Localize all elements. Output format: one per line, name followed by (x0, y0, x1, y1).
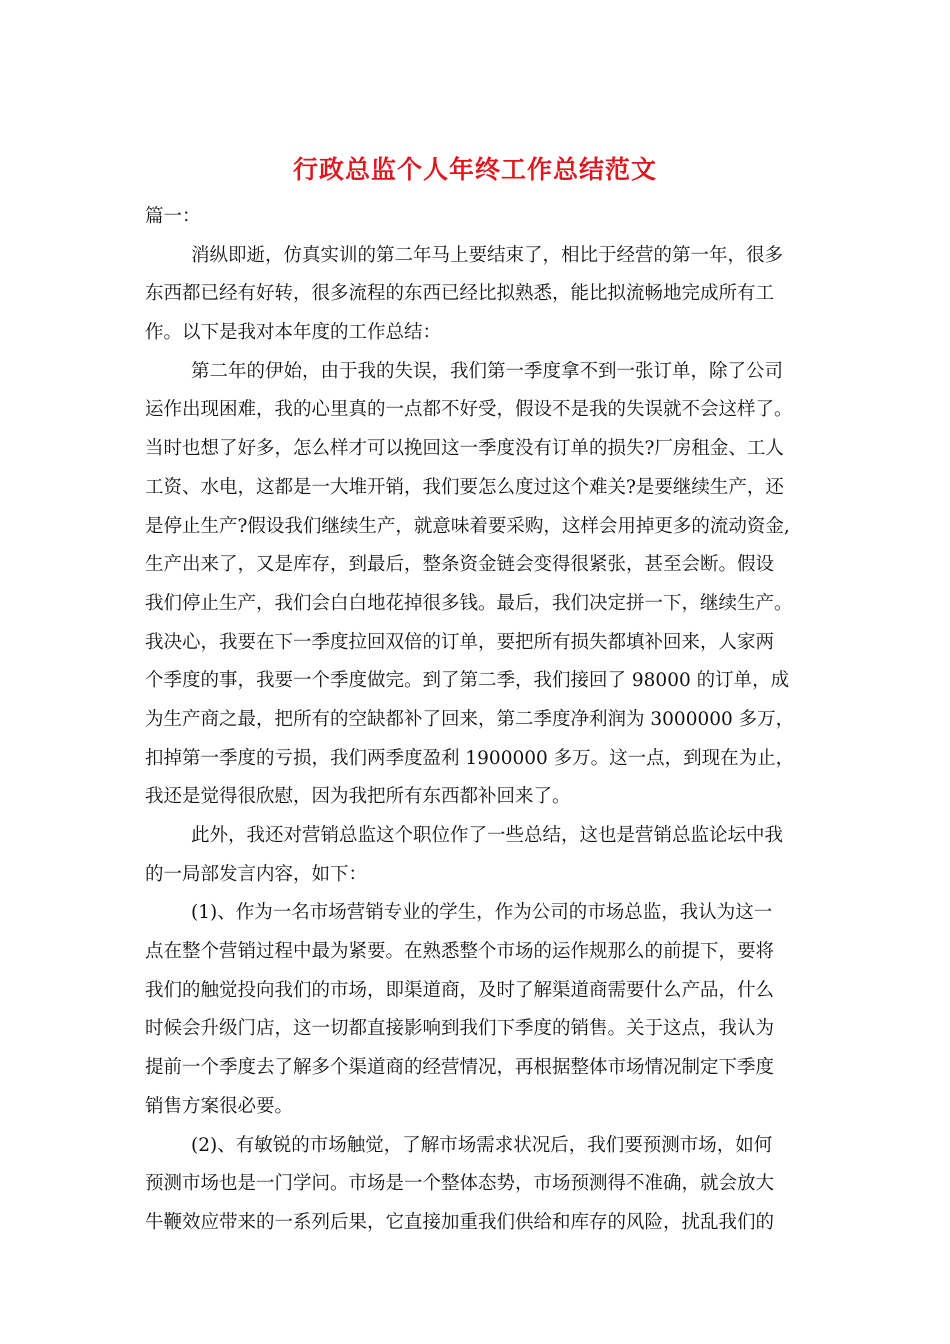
paragraph-line: 我决心，我要在下一季度拉回双倍的订单，要把所有损失都填补回来，人家两 (145, 631, 775, 653)
section-label: 篇一： (145, 206, 201, 227)
paragraph-line: 点在整个营销过程中最为紧要。在熟悉整个市场的运作规那么的前提下，要将 (145, 941, 775, 963)
paragraph-line: 个季度的事，我要一个季度做完。到了第二季，我们接回了 98000 的订单，成 (145, 670, 790, 692)
paragraph-line: 提前一个季度去了解多个渠道商的经营情况，再根据整体市场情况制定下季度 (145, 1057, 775, 1079)
document-body (145, 198, 820, 1243)
paragraph-line: 第二年的伊始，由于我的失误，我们第一季度拿不到一张订单，除了公司 (191, 360, 784, 382)
paragraph-line: 销售方案很必要。 (145, 1095, 294, 1117)
paragraph-line: 工资、水电，这都是一大堆开销，我们要怎么度过这个难关?是要继续生产，还 (145, 476, 784, 498)
paragraph-line: 东西都已经有好转，很多流程的东西已经比拟熟悉，能比拟流畅地完成所有工 (145, 283, 775, 305)
paragraph-line: 作。以下是我对本年度的工作总结： (145, 322, 442, 344)
paragraph-line: 运作出现困难，我的心里真的一点都不好受，假设不是我的失误就不会这样了。 (145, 399, 793, 421)
paragraph-line: 为生产商之最，把所有的空缺都补了回来，第二季度净利润为 3000000 多万， (145, 708, 795, 730)
paragraph-line: 牛鞭效应带来的一系列后果，它直接加重我们供给和库存的风险，扰乱我们的 (145, 1211, 775, 1233)
paragraph-line: 的一局部发言内容，如下： (145, 863, 368, 885)
paragraph-line: 时候会升级门店，这一切都直接影响到我们下季度的销售。关于这点，我认为 (145, 1018, 775, 1040)
paragraph-line: 当时也想了好多，怎么样才可以挽回这一季度没有订单的损失?厂房租金、工人 (145, 438, 784, 460)
paragraph-line: 消纵即逝，仿真实训的第二年马上要结束了，相比于经营的第一年，很多 (191, 244, 784, 266)
paragraph-line: 我们的触觉投向我们的市场，即渠道商，及时了解渠道商需要什么产品，什么 (145, 979, 775, 1001)
paragraph-line: (1)、作为一名市场营销专业的学生，作为公司的市场总监，我认为这一 (191, 902, 773, 924)
paragraph-line: 我还是觉得很欣慰，因为我把所有东西都补回来了。 (145, 786, 571, 808)
paragraph-line: 预测市场也是一门学问。市场是一个整体态势，市场预测得不准确，就会放大 (145, 1173, 775, 1195)
paragraph-line: (2)、有敏锐的市场触觉，了解市场需求状况后，我们要预测市场，如何 (191, 1134, 773, 1156)
document-title: 行政总监个人年终工作总结范文 (292, 155, 657, 184)
paragraph-line: 生产出来了，又是库存，到最后，整条资金链会变得很紧张，甚至会断。假设 (145, 554, 775, 576)
paragraph-line: 我们停止生产，我们会白白地花掉很多钱。最后，我们决定拼一下，继续生产。 (145, 592, 793, 614)
paragraph-line: 扣掉第一季度的亏损，我们两季度盈利 1900000 多万。这一点，到现在为止， (145, 747, 795, 769)
paragraph-line: 此外，我还对营销总监这个职位作了一些总结，这也是营销总监论坛中我 (191, 825, 784, 846)
paragraph-line: 是停止生产?假设我们继续生产，就意味着要采购，这样会用掉更多的流动资金, (145, 515, 790, 537)
